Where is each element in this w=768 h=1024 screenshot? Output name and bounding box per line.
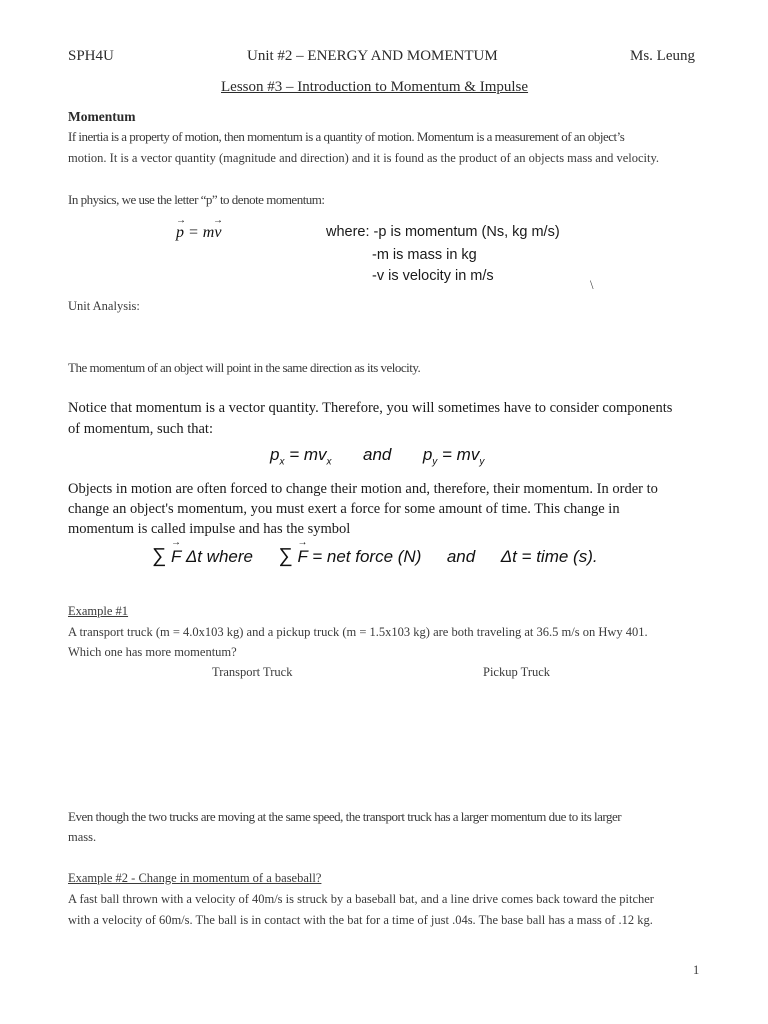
example-2-title: Example #2 - Change in momentum of a baseball?: [68, 871, 322, 885]
eq-py: p: [422, 445, 433, 464]
eq-px: p: [270, 445, 280, 464]
eq-px-sub: x: [279, 456, 285, 468]
teacher-name: Ms. Leung: [630, 48, 695, 64]
eq-mvx-sub: x: [326, 456, 332, 468]
momentum-para-line-1: If inertia is a property of motion, then momentum is a quantity of motion. Momentum is a measurement of an object’s: [68, 129, 625, 144]
eq-net-force: = net force (N): [312, 547, 422, 566]
impulse-line-1: Objects in motion are often forced to change their motion and, therefore, their momentum. In order to: [68, 481, 658, 497]
course-code: SPH4U: [68, 48, 114, 64]
momentum-para-line-2: motion. It is a vector quantity (magnitude and direction) and it is found as the product of an objects mass and velocity.: [68, 151, 660, 165]
eq-and-2: and: [446, 547, 476, 566]
example-1-line-1: A transport truck (m = 4.0x103 kg) and a pickup truck (m = 1.5x103 kg) are both traveling at 36.5 m/s on Hwy 401.: [68, 625, 648, 639]
eq-force-1: F: [171, 547, 182, 566]
example-1-title: Example #1: [68, 604, 129, 618]
where-line-1: where: -p is momentum (Ns, kg m/s): [326, 224, 560, 240]
eq-mvy: = mv: [442, 445, 480, 464]
where-line-3: -v is velocity in m/s: [372, 268, 494, 284]
eq-py-sub: y: [432, 456, 438, 468]
pickup-truck-label: Pickup Truck: [483, 665, 551, 679]
eq-dt-where: Δt where: [185, 547, 253, 566]
lesson-title: Lesson #3 – Introduction to Momentum & Impulse: [221, 79, 529, 95]
stray-mark: \: [590, 278, 594, 292]
momentum-formula: → → p = mv: [176, 215, 223, 241]
example-2-line-2: with a velocity of 60m/s. The ball is in contact with the bat for a time of just .04s. The base ball has a mass of .12 kg.: [68, 913, 653, 927]
unit-title: Unit #2 – ENERGY AND MOMENTUM: [247, 48, 498, 64]
direction-note: The momentum of an object will point in the same direction as its velocity.: [68, 360, 421, 375]
eq-sum-2: ∑: [278, 545, 293, 567]
eq-mvy-sub: y: [479, 456, 485, 468]
eq-time: Δt = time (s).: [500, 547, 598, 566]
eq-and: and: [362, 445, 392, 464]
letter-p-note: In physics, we use the letter “p” to denote momentum:: [68, 192, 325, 207]
transport-truck-label: Transport Truck: [212, 665, 293, 679]
impulse-equation: ∑ → F Δt where ∑ → F = net force (N) and Δt = time (s).: [152, 537, 598, 567]
impulse-line-2: change an object's momentum, you must exert a force for some amount of time. This change in: [68, 501, 620, 517]
example-1-conclusion-2: mass.: [68, 830, 97, 844]
where-line-2: -m is mass in kg: [372, 247, 477, 263]
components-line-2: of momentum, such that:: [68, 421, 213, 437]
eq-sum-1: ∑: [152, 545, 167, 567]
example-1-conclusion-1: Even though the two trucks are moving at the same speed, the transport truck has a larger momentum due to its larger: [68, 809, 622, 824]
component-equations: [270, 445, 484, 467]
momentum-formula-text: p = mv: [176, 224, 222, 241]
page-number: 1: [693, 963, 700, 977]
eq-force-2: F: [297, 547, 308, 566]
components-line-1: Notice that momentum is a vector quantity. Therefore, you will sometimes have to consider components: [68, 400, 673, 416]
momentum-heading: Momentum: [68, 109, 136, 124]
example-1-line-2: Which one has more momentum?: [68, 645, 237, 659]
example-2-line-1: A fast ball thrown with a velocity of 40m/s is struck by a baseball bat, and a line drive comes back toward the pitcher: [68, 892, 654, 906]
unit-analysis-label: Unit Analysis:: [68, 299, 140, 313]
eq-mvx: = mv: [289, 445, 327, 464]
impulse-line-3: momentum is called impulse and has the symbol: [68, 521, 351, 537]
